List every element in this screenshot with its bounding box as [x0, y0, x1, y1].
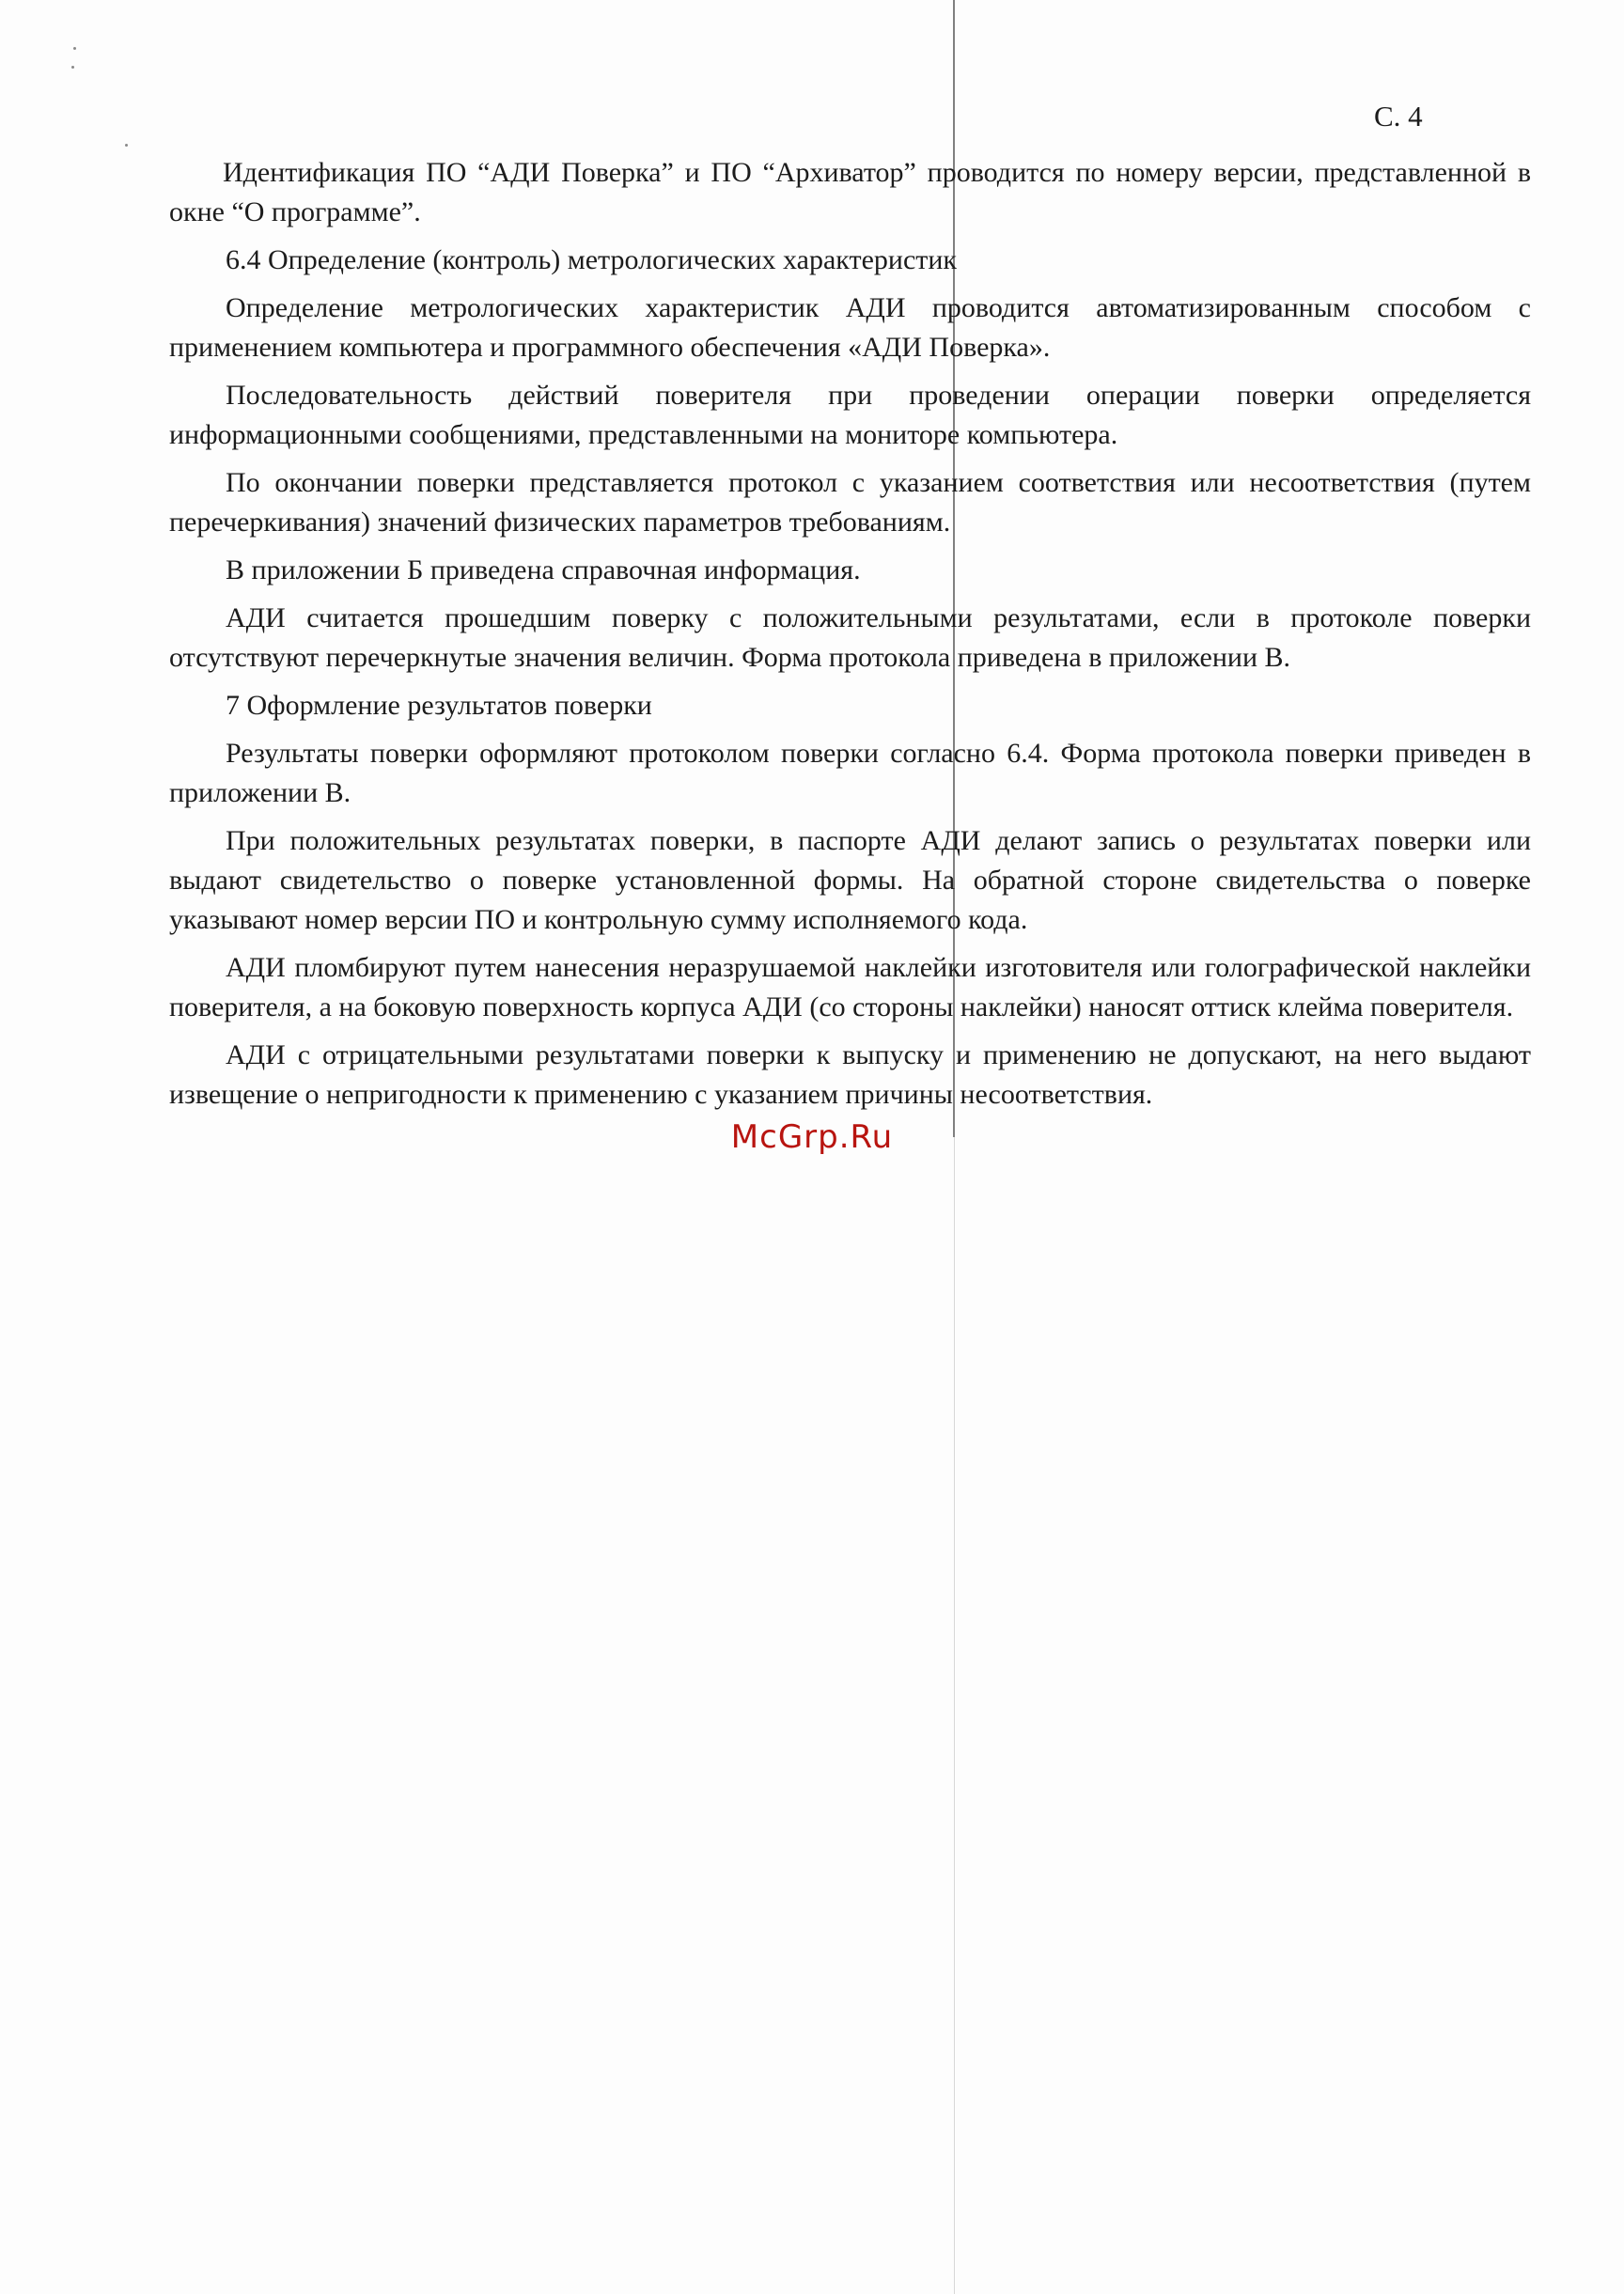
paragraph-positive-results: При положительных результатах поверки, в паспорте АДИ делают запись о результатах поверки или выдают свидетельство о поверке установленной формы. На обратной стороне свидетельства о поверке указывают номер версии ПО и контрольную сумму исполняемого кода.	[169, 825, 1531, 935]
paragraph-metrology-method: Определение метрологических характеристик АДИ проводится автоматизированным способом с применением компьютера и программного обеспечения «АДИ Поверка».	[169, 292, 1531, 363]
paragraph-negative-results: АДИ с отрицательными результатами поверки к выпуску и применению не допускают, на него выдают извещение о непригодности к применению с указанием причины несоответствия.	[169, 1039, 1531, 1110]
paragraph-software-identification: Идентификация ПО “АДИ Поверка” и ПО “Архиватор” проводится по номеру версии, представленной в окне “О программе”.	[169, 157, 1531, 227]
paragraph-results-protocol: Результаты поверки оформляют протоколом поверки согласно 6.4. Форма протокола поверки приведен в приложении В.	[169, 738, 1531, 808]
page-number: С. 4	[1374, 100, 1423, 133]
scan-speck	[125, 144, 128, 147]
paragraph-action-sequence: Последовательность действий поверителя при проведении операции поверки определяется информационными сообщениями, представленными на мониторе компьютера.	[169, 380, 1531, 450]
subsection-heading-6-4: 6.4 Определение (контроль) метрологических характеристик	[226, 244, 958, 275]
document-body	[169, 153, 1531, 1123]
scan-speck	[71, 66, 74, 69]
paragraph-passed-criteria: АДИ считается прошедшим поверку с положительными результатами, если в протоколе поверки отсутствуют перечеркнутые значения величин. Форма протокола приведена в приложении В.	[169, 602, 1531, 673]
watermark-text: McGrp.Ru	[730, 1118, 894, 1156]
paragraph-appendix-b: В приложении Б приведена справочная информация.	[226, 554, 861, 585]
section-heading-7: 7 Оформление результатов поверки	[226, 690, 652, 721]
paragraph-protocol-output: По окончании поверки представляется протокол с указанием соответствия или несоответствия (путем перечеркивания) значений физических параметров требованиям.	[169, 467, 1531, 538]
scan-speck	[73, 47, 76, 50]
paragraph-sealing: АДИ пломбируют путем нанесения неразрушаемой наклейки изготовителя или голографической наклейки поверителя, а на боковую поверхность корпуса АДИ (со стороны наклейки) наносят оттиск клейма поверителя.	[169, 952, 1531, 1022]
scan-fold-line-faint	[954, 1137, 955, 2294]
